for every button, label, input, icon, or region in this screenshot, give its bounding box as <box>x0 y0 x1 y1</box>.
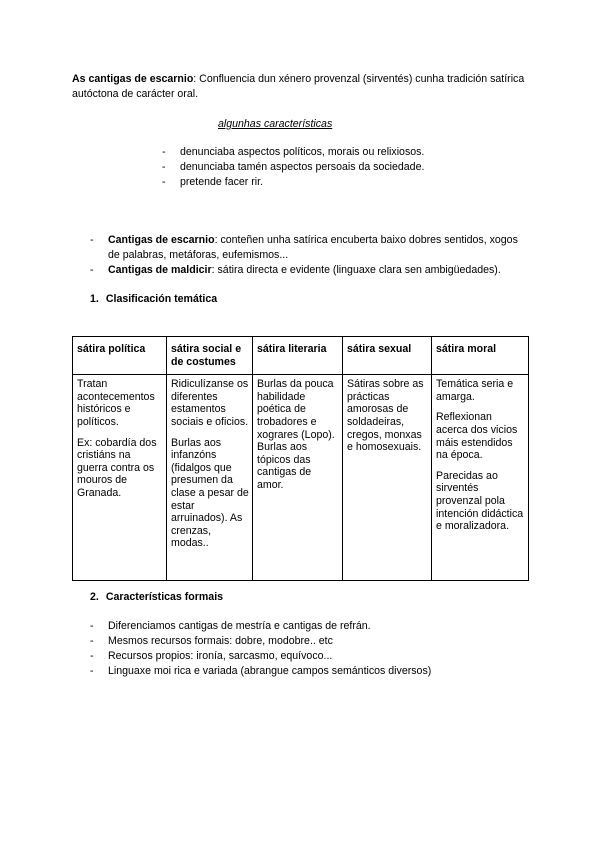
list-item <box>162 160 502 175</box>
list-item <box>162 145 502 160</box>
list-item-text: Mesmos recursos formais: dobre, modobre.. etc <box>108 635 333 647</box>
dash-bullet: - <box>162 176 166 188</box>
cell-paragraph: Reflexionan acerca dos vicios máis estendidos na época. <box>436 411 518 462</box>
table-header-cell: sátira sexual <box>343 337 432 375</box>
type-term: Cantigas de escarnio <box>108 234 215 246</box>
dash-bullet: - <box>162 146 166 158</box>
cell-paragraph: Ridiculízanse os diferentes estamentos sociais e oficios. <box>171 378 249 428</box>
table-header-cell: sátira literaria <box>253 337 343 375</box>
cell-paragraph: Burlas aos infanzóns (fidalgos que presumen da clase a pesar de estar arruinados). As crenzas, modas.. <box>171 436 249 550</box>
dash-bullet: - <box>90 264 94 276</box>
dash-bullet: - <box>90 234 94 246</box>
list-item <box>90 619 530 634</box>
list-item-text: denunciaba aspectos políticos, morais ou relixiosos. <box>180 146 425 158</box>
intro-term: As cantigas de escarnio <box>72 73 194 85</box>
table-row <box>73 375 529 581</box>
list-item-text: Linguaxe moi rica e variada (abrangue campos semánticos diversos) <box>108 665 432 677</box>
dash-bullet: - <box>90 665 94 677</box>
cell-paragraph: Ex: cobardía dos cristiáns na guerra contra os mouros de Granada. <box>77 436 157 499</box>
cell-paragraph: Temática seria e amarga. <box>436 378 514 403</box>
section2-title: Características formais <box>105 591 224 603</box>
list-item <box>162 175 502 190</box>
list-item <box>90 634 530 649</box>
section2-number: 2. <box>90 591 99 603</box>
table-cell-sexual <box>343 375 432 581</box>
intro-paragraph <box>72 72 528 102</box>
dash-bullet: - <box>90 620 94 632</box>
list-item <box>90 649 530 664</box>
type-text: : conteñen unha satírica encuberta baixo dobres sentidos, xogos de palabras, metáforas, eufemismos... <box>108 234 518 261</box>
cell-paragraph: Parecidas ao sirventés provenzal pola intención didáctica e moralizadora. <box>436 469 524 533</box>
intro-text: : Confluencia dun xénero provenzal (sirventés) cunha tradición satírica autóctona de carácter oral. <box>72 73 525 100</box>
dash-bullet: - <box>162 161 166 173</box>
list-item-text: denunciaba tamén aspectos persoais da sociedade. <box>180 161 425 173</box>
section1-number: 1. <box>90 293 99 305</box>
type-term: Cantigas de maldicir <box>108 264 212 276</box>
cell-paragraph: Sátiras sobre as prácticas amorosas de soldadeiras, cregos, monxas e homosexuais. <box>347 378 424 454</box>
cell-paragraph: Tratan acontecementos históricos e políticos. <box>77 378 155 428</box>
list-item <box>90 664 530 679</box>
list-item-text: Recursos propios: ironía, sarcasmo, equívoco... <box>108 650 333 662</box>
table-header-cell: sátira política <box>73 337 167 375</box>
cell-paragraph: Burlas da pouca habilidade poética de trobadores e xograres (Lopo). Burlas aos tópicos das cantigas de amor. <box>257 378 335 491</box>
list-item <box>90 263 530 278</box>
table-header-cell: sátira moral <box>432 337 529 375</box>
type-text: : sátira directa e evidente (linguaxe clara sen ambigüedades). <box>211 264 501 276</box>
table-cell-literaria <box>253 375 343 581</box>
table-cell-politica <box>73 375 167 581</box>
classification-table <box>72 336 529 581</box>
cantiga-types-list <box>90 233 530 278</box>
list-item-text: Diferenciamos cantigas de mestría e cantigas de refrán. <box>108 620 371 632</box>
dash-bullet: - <box>90 650 94 662</box>
list-item <box>90 233 530 263</box>
formal-characteristics-list <box>90 619 530 679</box>
list-item-text: pretende facer rir. <box>180 176 264 188</box>
table-header-row <box>73 337 529 375</box>
table-header-cell: sátira social e de costumes <box>167 337 253 375</box>
section2-heading <box>90 590 223 605</box>
table-cell-moral <box>432 375 529 581</box>
dash-bullet: - <box>90 635 94 647</box>
table-cell-social <box>167 375 253 581</box>
section1-title: Clasificación temática <box>105 293 218 305</box>
section1-heading <box>90 292 217 307</box>
characteristics-heading: algunhas características <box>218 118 333 130</box>
characteristics-list <box>162 145 502 190</box>
